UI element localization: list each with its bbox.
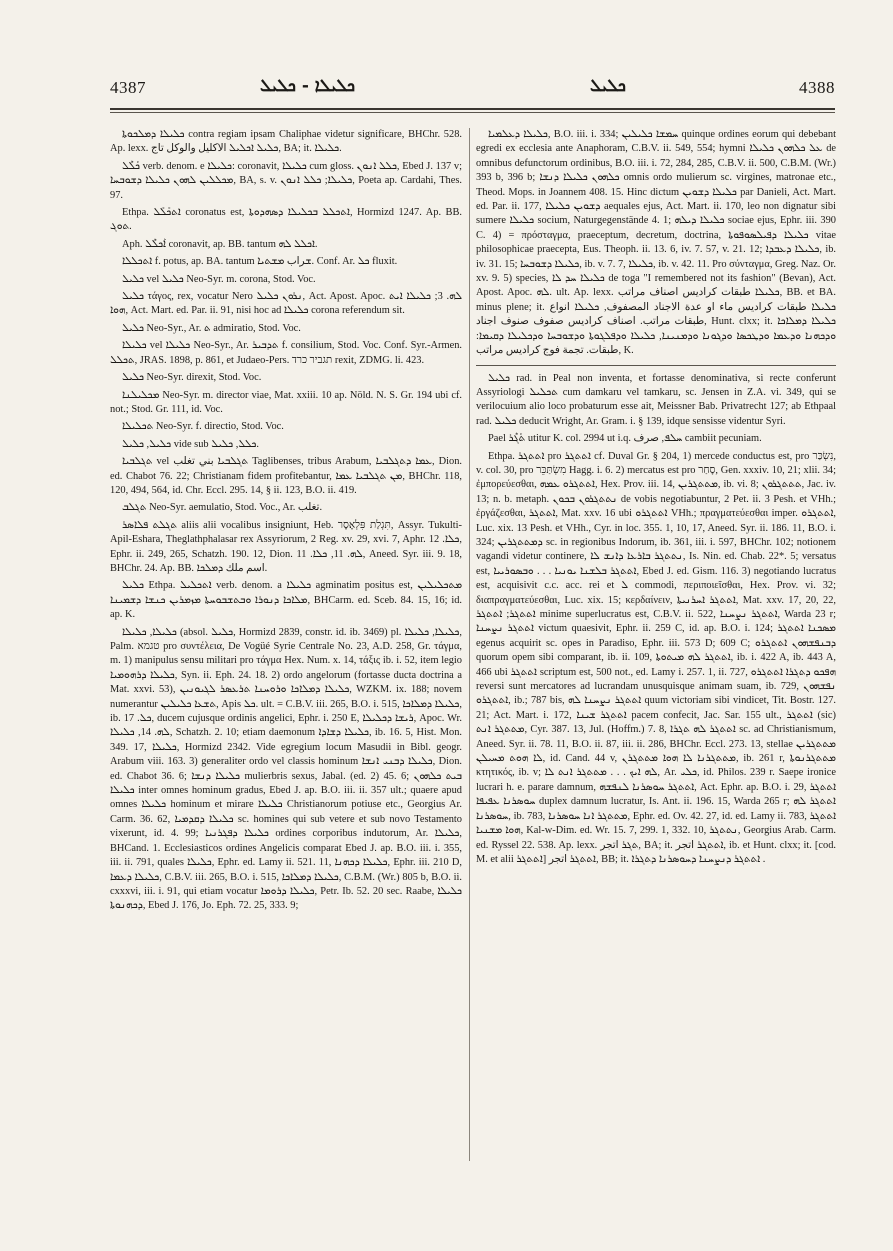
dictionary-entry: ܟܠܝܠ Neo-Syr., Ar. ܬ admiratio, Stod. Voc.: [122, 322, 301, 334]
dictionary-entry: ܟܠܝܠܐ ܕܡܠܟܘܬܐ contra regiam ipsam Chaliphae videtur significare, BHChr. 528. Ap. lexx. ܟܠܝܠ ܐܟܠܝܠ الاكليل والوكل تاج, BA; it. ܟܠܝܠܐ.: [110, 129, 462, 155]
page-number-left: 4387: [110, 78, 146, 97]
dictionary-entry: ܟܠܝܠ vel ܟܠܝܠ Neo-Syr. m. corona, Stod. Voc.: [122, 273, 316, 285]
dictionary-entry: ܬܓܠܒ Neo-Syr. aemulatio, Stod. Voc., Ar. تغلب.: [122, 502, 323, 514]
dictionary-entry: ܟܠܝܠ τάγος, rex, vocatur Nero ܢܪܘܢ ܟܠܝܠ, Act. Apost. Apoc. ܠܗ. 3; ܟܠܝܠܐ ܐܝܬ ܗܘܐ, Act. Mart. ed. Par. ii. 91, nisi hoc ad ܟܠܝܠܐ corona referendum sit.: [110, 291, 462, 317]
dictionary-entry: Pael ܬܰܓܶܪ utitur K. col. 2994 ut i.q. ܚܠܦ, صرف cambiit pecuniam.: [488, 433, 762, 445]
column-divider: [469, 128, 470, 1161]
dictionary-entry: Ethpa. ܐܬܟܰܠܰܠ coronatus est, ܐܬܟܠܠ ܒܟܠܝܠܐ ܕܣܗܕܘܬܐ, Hormizd 1247. Ap. BB. ܬܘܓ.: [110, 207, 462, 233]
right-column-entries-b: [476, 372, 836, 868]
dictionary-entry: Aph. ܐܰܟܠܶܠ coronavit, ap. BB. tantum ܐܟܠܠ ܠܗ.: [122, 238, 318, 250]
running-head-right: ܟܠܝܠ: [590, 76, 626, 96]
dictionary-entry: ܟܠܝܠ Neo-Syr. direxit, Stod. Voc.: [122, 372, 262, 384]
page-header: [110, 76, 835, 116]
left-column: [110, 128, 462, 1181]
dictionary-entry: ܟܠܝܠ rad. in Peal non inventa, et fortasse denominativa, si recte conferunt Assyriologi ܬܟܠܝܠ cum damkaru vel tamkaru, sc. Jensen in Z.A. vi. 349, qui se verilocuium alio loco probaturum esse ait, Meissner Bab. Privatrecht 127; ab Ethpaal rad. ܟܠܝܠ deducit Wright, Ar. Gram. i. § 139, idque sensisse videntur Syri.: [476, 372, 836, 427]
dictionary-entry: ܟܠܝܠܐ, ܟܠܝܠܐ (absol. ܟܠܝܠ, Hormizd 2839, constr. id. ib. 3469) pl. ܟܠܝܠܐ, ܟܠܝܠܐ, Palm. טגמא pro συντέλεια, De Vogüé Syrie Centrale No. 23, A.D. 258, Gr. τάγμα, m. 1) manipulus sensu militari pro τάγμα Hex. Num. x. 14, τάξις ib. i. 52, item legio ܟܠܝܠܐ ܕܪܗܘܡܝܐ, Syn. ii. Eph. 24. 18. 2) ordo angelorum (fortasse ducta doctrina a Mat. xxvi. 53), ܟܠܝܠܐ ܕܡܠܐܟܐ ܘܪܘܚܢܐ ܬܪܥܣܪ ܠܓܝܘܢܝܢ, WZKM. ix. 188; novem numerantur ܬܫܥܐ ܟܠܝܠܝܢ, Apis ܟܠ. ult. = C.B.V. iii. 265, B.O. i. 515, ܟܠܝܠܐ ܕܡܠܐܟܐ, ib. ܟܠ. 17, ducem cujusque ordinis angelici, Ephr. i. 250 E, ܪܝܫܐ ܕܟܠܝܠܐ, Apoc. Wr. ܠܗ. 14, ܟܠܝܠܐ, Schatzh. 2. 10; etiam daemonum ܟܠܝܠܐ ܕܫܐܕܐ, ib. 16. 5, Hist. Mon. 349. 17, ܟܠܝܠܐ, Hormizd 2342. Vide egregium locum Masudii in Bibl. geogr. Arabum viii. 163. 3) generaliter ordo vel classis hominum ܟܠܝܠܐ ܕܒܢܝ ܐܢܫܐ, Dion. ed. Chabot 36. 6; ܟܠܝܠܐ ܕܢܫܐ mulierbris sexus, Jabal. (ed. 2) 45. 6; ܒܝܬ ܟܠܗܘܢ ܟܠܝܠܐ inter omnes hominum gradus, Ebed J. ap. B.O. iii. ii. 357 ult.; quaere apud omnes ܟܠܝܠܐ hominum et mirare ܟܠܝܠܐ Christianorum potiuse etc., Georgius Ar. Carm. 36. 62, ܟܠܝܠܐ ܕܩܕܡܝܐ sc. homines qui sub vetere et sub novo Testamento vixerunt, id. 4. 99; ܟܠܝܠܐ ܕܦܓܪܢܝܐ ordines corporibus indutorum, Ar. ܟܠܝܠܐ, BHCand. 1. Ecclesiasticos ordines Angelicis comparat Ebed J. ap. B.O. iii. i. 355, iii. ii. 791, quales ܟܠܝܠܐ, Ephr. ed. Lamy ii. 521. 11, ܟܠܝܠܐ ܕܟܗܢܐ, Ephr. iii. 210 D, ܟܠܝܠܐ ܕܥܡܐ, C.B.V. iii. 265, B.O. i. 515, ܟܠܝܠܐ ܕܡܠܐܟܐ, C.B.M. (Wr.) 805 b, B.O. ii. cxxxvi, iii. i. 91, qui etiam vocatur ܟܠܝܠܐ ܕܪܘܡܐ, Petr. Ib. 52. 20 sec. Raabe, ܟܠܝܠܐ ܕܟܗܢܘܬܐ, Ebed J. 176, Jo. Eph. 72. 25, 333. 9;: [110, 626, 462, 912]
dictionary-entry: Ethpa. ܐܬܬܓܪ pro ܐܬܬܓܪ cf. Duval Gr. § 204, 1) mercede conductus est, pro נִשְׂכַּר, v. col. 30, pro מִשְׂתַּכֵּר Hagg. i. 6. 2) mercatus est pro סָחַר, Gen. xxxiv. 10, 21; xlii. 34; ἐμπορεύεσθαι, ܐܬܬܓܪܘ ܥܡܗ, Hex. Prov. iii. 14, ܡܬܬܓܪܝܢ, ib. vi. 8; ܬܬܬܓܪܘܢ, Jac. iv. 13; n. b. metaph. ܢܬܬܓܪܘܢ ܒܟܘܢ de vobis negotiabuntur, 2 Pet. ii. 3 Pesh. et VHh.; ἐργάζεσθαι, ܐܬܬܓܪ, Mat. xxv. 16 ubi ܐܬܬܓܪܘ VHh.; πραγματεύεσθαι imper. ܐܬܬܓܪܘ, Luc. xix. 13 Pesh. et VHh., Cyr. in loc. 355. 1, 10, 17, Aneed. Syr. ii. 186. 11, B.O. i. 324; ܕܡܬܬܓܪܝܢ sc. in regionibus Indorum, ib. 361, iii. i. 597, BHChr. 102; notionem vagandi videtur continere, ܢܬܬܓܪ ܒܐܪܥܐ ܕܐܢܫ ܠܐ, Is. Nin. ed. Chab. 22*. 5; versatus est, ܐܬܬܓܪ ܒܠܫܢܐ ܝܘܢܝܐ . . . ܘܒܣܘܪܝܝܐ, Ebed J. ed. Gism. 116. 3) negotiando lucratus est, acquisivit c.c. acc. rei et ܠ commodi, περιποιεῖσθαι, Hex. Prov. vi. 32; διαπραγματεύεσθαι, Luc. xix. 15; κερδαίνειν, ܐܬܬܓܪ ܐܚܪܢܝܬܐ, Mat. xxv. 17, 20, 22, ܐܬܬܓܪ; ܐܬܬܓܪ minime superlucratus est, C.B.V. ii. 522, ܐܬܬܓܪ ܢܨܚܢܐ, Warda 23 r; ܐܬܬܓܪ ܢܨܚܢܐ victum quaesivit, Ephr. ii. 259 C, id. ap. B.O. i. 124; ܡܣܟܢܐ ܐܬܬܓܪ egenus acquirit sc. opes in Paradiso, Ephr. iii. 573 D; 609 C; ܕܒܢܦܫܗܘܢ ܐܬܬܓܪܘ quorum opem sibi comparant, ib. ii. 109, ܐܬܬܓܪ ܠܗ ܡܝܬܘܬܐ, ib. i. 422 A, ib. 443 A, 466 ubi ܐܬܬܓܪ scriptum est, 500 not., ed. Lamy i. 257. 1, ii. 727, ܗܦܟܘ ܕܬܓܪܐ ܐܬܬܓܪܘ reversi sunt mercatores ad lucrandam unusquisque animam suam, ib. 729, ܢܦܫܗܘܢ ܐܬܬܓܪܘ, ib.; 787 bis, ܐܬܬܓܪ ܢܨܚܢܐ ܠܗ quum victoriam sibi vindicet, Tit. Bostr. 127. 21; Act. Mart. i. 172, ܐܬܬܓܪ ܫܝܢܐ pacem confecit, Jac. Sar. 155 ult., ܐܬܬܓܪ (sic) ܡܬܬܓܪ ܐܢܬ, Cyr. 387. 13, Jul. (Hoffm.) 7. 8, ܐܬܬܓܪ ܠܗ ܬܓܪܐ sc. ad Christianismum, Aneed. Syr. ii. 78. 11, B.O. ii. 87, iii. ii. 286, BHChr. Eccl. 273. 13, stellae ܡܬܬܓܪܝܢ ܠܐ ܗܘܬ ܡܚܝܠܢ, id. Cand. 44 v, ܡܬܬܓܪܢܐ ܠܐ ܗܘܐ ܡܬܬܓܪܢ, ib. 261 r, ܡܬܬܓܪܢܘܬܐ κτητικός, ib. v; ܠܗ ܐܝܟ . . . ܡܬܬܓܪ ܐܢܬ ܠܐ, Ar. ܟܠܝ, id. Philos. 239 r. Saepe ironice lucrari h. e. parare damnum, ܐܬܬܓܪ ܚܘܣܪܢܐ ܠܢܦܫܗ, Act. Ephr. ap. B.O. i. 29, ܐܬܬܓܪ ܚܘܣܪܢܐ ܥܦܝܦܐ duplex damnum lucratur, Is. Ant. ii. 196. 15, Warda 265 r; ܐܬܬܓܪ ܠܗ ܚܘܣܪܢܐ, ib. 783, ܡܬܬܓܪ ܐܢܐ ܚܘܣܪܢܐ, Ephr. ed. Ov. 42. 27, id. ed. Lamy ii. 783, ܐܬܬܓܪ ܗܘܐ ܡܫܢܝܐ, Kal-w-Dim. ed. Wr. 15. 7, 299. 1, 332. 10, ܢܬܬܓܪ, Georgius Arab. Carm. ed. Ryssel 22. 538. Ap. lexx. ܬܓܪ اتجر, BA; it. ܐܬܬܓܪ اتجر, ib. et Hunt. clxx; it. [cod. M. et alii ܐܬܬܓܪ] ܐܬܬܓܪ اتجر, BB; it. ܐܬܬܓܪ ܕܢܨܚܢܐ ܕܚܘܣܪܢܐ ܕܬܓܪܐ .: [476, 450, 836, 865]
dictionary-entry: ܬܓܠܬ ܦܠܐܣܪ aliis alii vocalibus insigniunt, Heb. תִּגְלַת פִּלְאֶסֶר, Assyr. Tukulti-Apil-Eshara, Theglathphalasar rex Assyriorum, 2 Reg. xv. 29, xvi. 7, Aphr. ܟܠܐ. 12, Ephr. ii. 249, 265, Schatzh. 190. 12, Dion. ܠܗ. 11, ܟܠܐ. 11, Aneed. Syr. iii. 9. 18, BHChr. 24. Ap. BB. اسم ملك ܕܡܠܟܐ.: [110, 519, 462, 574]
dictionary-entry: ܟܰܠܶܠ verb. denom. e ܟܠܝܠܐ: coronavit, ܟܠܝܠܐ cum gloss. ܟܠܠ ܐܢܘܢ, Ebed J. 137 v; ܡܟܠܠܝܢ ܠܗܘܢ ܟܠܝܠܐ ܕܫܘܒܚܐ, BA, s. v. ܟܠܝܠܐ; ܟܠܠ ܐܢܘܢ, Poeta ap. Cardahi, Thes. 97.: [110, 160, 462, 201]
running-head-left: ܟܠܝܠܐ - ܟܠܝܠ: [260, 76, 356, 96]
dictionary-entry: ܟܠܝܠ, ܟܠܝܠ vide sub ܟܠܠ, ܟܠܝܠ.: [122, 438, 259, 450]
header-rule-thin: [110, 112, 835, 113]
dictionary-entry: ܟܠܝܠܐ vel ܟܠܝܠܐ Neo-Syr., Ar. ܬܕܒܝܪ f. consilium, Stod. Voc. Conf. Syr.-Armen. ܬܟܠܠ, JRAS. 1898, p. 861, et Judaeo-Pers. תגביר כרד rexit, ZDMG. li. 423.: [110, 340, 462, 366]
dictionary-entry: ܡܟܠܝܠܢܐ Neo-Syr. m. director viae, Mat. xxiii. 10 ap. Nöld. N. S. Gr. 194 ubi cf. not.; Stod. Gr. 111, id. Voc.: [110, 389, 462, 415]
right-column-entries-a: [476, 128, 836, 359]
dictionary-entry: ܟܠܝܠܐ ܕܥܠܡܝܐ, B.O. iii. i. 334; ܚܡܫܐ ܟܠܝܠܝܢ quinque ordines eorum qui debebant egredi ex ecclesia ante Anaphoram, C.B.V. ii. 549, 554; hymni ܥܠ ܟܠܗܘܢ ܟܠܝܠܐ de omnibus defunctorum ordinibus, B.O. iii. i. 72, 284, 285, C.B.V. ii. 500, C.B.M. (Wr.) 393 b, 396 b; ܟܠܗܘܢ ܟܠܝܠܐ ܕܢܫܐ omnis ordo mulierum sc. virgines, matronae etc., Theod. Mops. in Joannem 408. 15. Hinc dictum ܟܠܝܠܐ ܕܫܘܝܢ par Danieli, Act. Mart. ed. Par. ii. 177, ܕܫܘܝܢ ܟܠܝܠܐ aequales ejus, Act. Mart. ii. 170, leo non dignatur sibi sumere ܟܠܝܠܐ socium, Naturgegenstände 4. 1; ܟܠܝܠܐ ܕܝܠܗ sociae ejus, Ephr. iii. 390 C. 4) = πρόσταγμα, praeceptum, decretum, doctrina, ܟܠܝܠܐ ܕܦܝܠܣܘܦܘܬܐ vitae philosophicae praecepta, Eus. Theoph. ii. 13. 6, iv. 7. 57, v. 21. 12; ܟܠܝܠܐ ܕܥܒܕܐ, ib. iv. 31. 15; ܟܠܝܠܐ ܕܫܘܒܚܐ, ib. v. 7. 7, ܟܠܝܠܐ, ib. v. 42. 11. Pro σύνταγμα, Greg. Naz. Or. xv. 9. 5) species, ܟܠܝܠܐ ܚܕ ܠܐ de toga "I remembered not its fashion" (Bevan), Act. Apost. Apoc. ܠܗ. ult. Ap. lexx. ܟܠܝܠܐ طبقات كراديس اصناف مراتب, BB. et BA. minus plene; it. ܟܠܝܠܐ طبقات كراديس ماء او عدة الاجناد المصفوف, ܟܠܝܠܐ انواع طبقات مراتب. اصناف كراديس صفوف صنوف اجناد, Hunt. clxx; it. ܟܠܝܠܐ ܕܡܠܐܟܐ ܘܕܟܗܢܐ ܘܕܥܡܐ ܘܕܛܟܣܐ ܘܕܓܘܢܐ ܘܕܡܢܝܢܐ, ܟܠܝܠܐ ܘܕܦܠܓܘܬܐ ܘܕܫܘܒܚܐ ܘܕܟܠܝܠܐ ܕܩܝܡܐ: طبقات. تجمة فوج كراديس مراتب, K.: [476, 129, 836, 357]
page-number-right: 4388: [799, 78, 835, 97]
dictionary-entry: ܟܠܝܠ Ethpa. ܐܬܟܠܝܠ verb. denom. a ܟܠܝܠܐ agminatim positus est, ܡܬܟܠܝܠܝܢ ܡܠܐܟܐ ܕܢܘܪܐ ܘܒܬܫܒܘܚܬܐ ܡܙܡܪܝܢ ܟܢܫܐ ܕܫܡܝܢܐ, BHCarm. ed. Sceb. 84. 15, 16; id. ap. K.: [110, 580, 462, 621]
header-rule: [110, 108, 835, 110]
right-column: [476, 128, 836, 1181]
dictionary-entry: ܬܟܠܝܠܐ Neo-Syr. f. directio, Stod. Voc.: [122, 421, 284, 433]
entry-separator: [476, 365, 836, 366]
dictionary-entry: ܐܬܟܠܠܐ f. potus, ap. BA. tantum ܫراب ܡܫܬܝܐ. Conf. Ar. ܟܠ fluxit.: [122, 256, 398, 268]
dictionary-entry: ܬܓܠܒܝܐ vel ܬܓܠܒܝܐ بني تغلب Taglibenses, tribus Arabum, ܥܡܐ ܕܬܓܠܒܝܐ, Dion. ed. Chabot 76. 22; Christianam fidem profitebantur, ܡܢ ܬܓܠܒܝܐ ܥܡܐ, BHChr. 118, 120, 494, 564, id. Chr. Eccl. 295. 14, § ii. 123, B.O. ii. 419.: [110, 456, 462, 496]
